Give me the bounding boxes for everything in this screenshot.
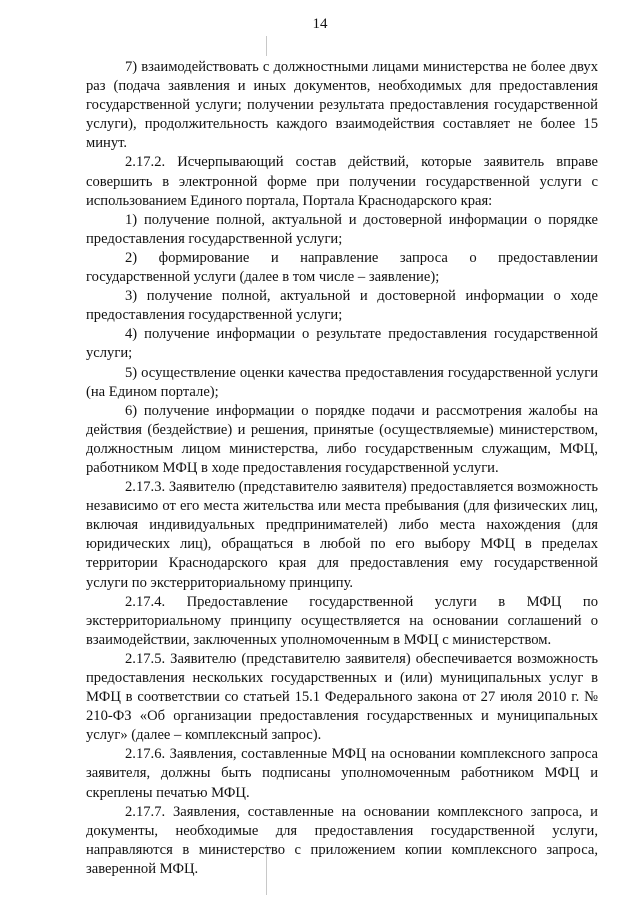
paragraph: 2.17.2. Исчерпывающий состав действий, которые заявитель вправе совершить в электронной форме при получении государственной услуги с использованием Единого портала, Портала Краснодарского края: xyxy=(86,154,598,209)
paragraph: 2.17.4. Предоставление государственной услуги в МФЦ по экстерриториальному принципу осуществляется на основании соглашений о взаимодействии, заключенных уполномоченным в МФЦ с министерством. xyxy=(86,593,598,648)
paragraph: 2.17.6. Заявления, составленные МФЦ на основании комплексного запроса заявителя, должны быть подписаны уполномоченным работником МФЦ и скреплены печатью МФЦ. xyxy=(86,746,598,801)
paragraph: 1) получение полной, актуальной и достоверной информации о порядке предоставления государственной услуги; xyxy=(86,211,598,247)
paragraph: 6) получение информации о порядке подачи и рассмотрения жалобы на действия (бездействие) и решения, принятые (осуществляемые) министерством, должностным лицом министерства, либо государственным служащим, МФЦ, работником МФЦ в ходе предоставления государственной услуги. xyxy=(86,402,598,476)
paragraph: 4) получение информации о результате предоставления государственной услуги; xyxy=(86,326,598,362)
paragraph: 2) формирование и направление запроса о предоставлении государственной услуги (далее в том числе – заявление); xyxy=(86,249,598,286)
paragraph: 7) взаимодействовать с должностными лицами министерства не более двух раз (подача заявления и иных документов, необходимых для предоставления государственной услуги; получении результата предоставления государственной услуги), продолжительность каждого взаимодействия составляет не более 15 минут. xyxy=(86,59,598,152)
paragraph: 3) получение полной, актуальной и достоверной информации о ходе предоставления государственной услуги; xyxy=(86,288,598,324)
document-body xyxy=(86,58,598,879)
paragraph: 2.17.5. Заявителю (представителю заявителя) обеспечивается возможность предоставления нескольких государственных и (или) муниципальных услуг в МФЦ в соответствии со статьей 15.1 Федерального закона от 27 июля 2010 г. № 210-ФЗ «Об организации предоставления государственных и муниципальных услуг» (далее – комплексный запрос). xyxy=(86,650,598,744)
paragraph: 2.17.3. Заявителю (представителю заявителя) предоставляется возможность независимо от его места жительства или места пребывания (для физических лиц, включая индивидуальных предпринимателей) либо места нахождения (для юридических лиц), обращаться в любой по его выбору МФЦ в пределах территории Краснодарского края для предоставления ему государственной услуги по экстерриториальному принципу. xyxy=(86,479,598,591)
scan-fold-line-top xyxy=(266,36,267,56)
paragraph: 5) осуществление оценки качества предоставления государственной услуги (на Едином портале); xyxy=(86,364,598,400)
page-number: 14 xyxy=(312,16,328,32)
paragraph: 2.17.7. Заявления, составленные на основании комплексного запроса, и документы, необходимые для предоставления государственной услуги, направляются в министерство с приложением копии комплексного запроса, заверенной МФЦ. xyxy=(86,803,598,877)
